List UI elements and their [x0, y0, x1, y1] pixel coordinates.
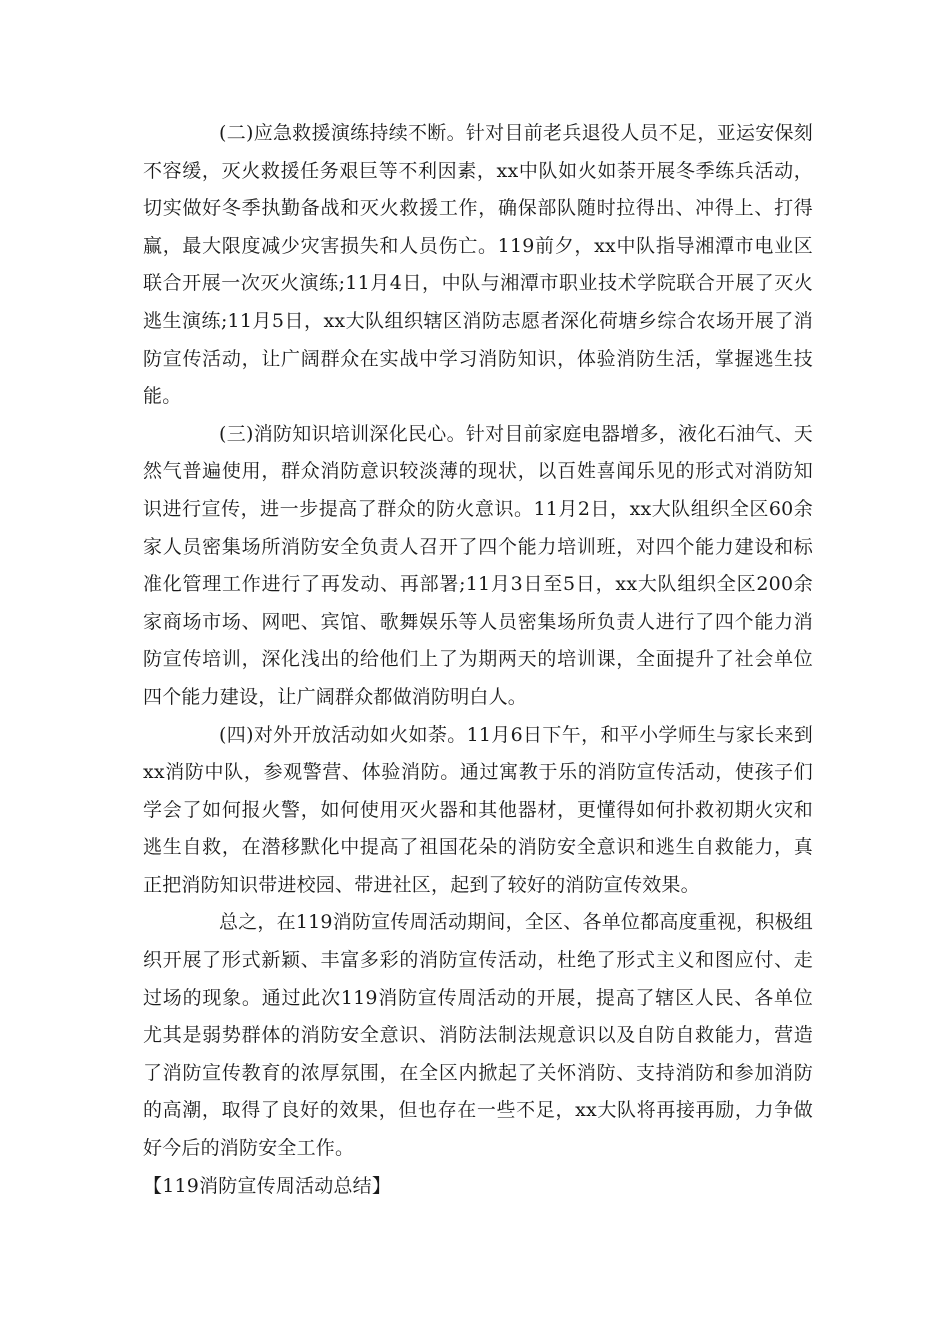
paragraph-open-activities: (四)对外开放活动如火如荼。11月6日下午，和平小学师生与家长来到xx消防中队，参观警营、体验消防。通过寓教于乐的消防宣传活动，使孩子们学会了如何报火警，如何使用灭火器和其他器材，更懂得如何扑救初期火灾和逃生自救，在潜移默化中提高了祖国花朵的消防安全意识和逃生自救能力，真正把消防知识带进校园、带进社区，起到了较好的消防宣传效果。 — [143, 723, 813, 896]
paragraph-emergency-drills: (二)应急救援演练持续不断。针对目前老兵退役人员不足，亚运安保刻不容缓，灭火救援任务艰巨等不利因素，xx中队如火如荼开展冬季练兵活动，切实做好冬季执勤备战和灭火救援工作，确保部队随时拉得出、冲得上、打得赢，最大限度减少灾害损失和人员伤亡。119前夕，xx中队指导湘潭市电业区联合开展一次灭火演练;11月4日，中队与湘潭市职业技术学院联合开展了灭火逃生演练;11月5日，xx大队组织辖区消防志愿者深化荷塘乡综合农场开展了消防宣传活动，让广阔群众在实战中学习消防知识，体验消防生活，掌握逃生技能。 — [143, 122, 813, 408]
paragraph-knowledge-training: (三)消防知识培训深化民心。针对目前家庭电器增多，液化石油气、天然气普遍使用，群众消防意识较淡薄的现状，以百姓喜闻乐见的形式对消防知识进行宣传，进一步提高了群众的防火意识。11月2日，xx大队组织全区60余家人员密集场所消防安全负责人召开了四个能力培训班，对四个能力建设和标准化管理工作进行了再发动、再部署;11月3日至5日，xx大队组织全区200余家商场市场、网吧、宾馆、歌舞娱乐等人员密集场所负责人进行了四个能力消防宣传培训，深化浅出的给他们上了为期两天的培训课，全面提升了社会单位四个能力建设，让广阔群众都做消防明白人。 — [143, 422, 813, 708]
paragraph-summary: 总之，在119消防宣传周活动期间，全区、各单位都高度重视，积极组织开展了形式新颖、丰富多彩的消防宣传活动，杜绝了形式主义和图应付、走过场的现象。通过此次119消防宣传周活动的开展，提高了辖区人民、各单位尤其是弱势群体的消防安全意识、消防法制法规意识以及自防自救能力，营造了消防宣传教育的浓厚氛围，在全区内掀起了关怀消防、支持消防和参加消防的高潮，取得了良好的效果，但也存在一些不足，xx大队将再接再励，力争做好今后的消防安全工作。 — [143, 911, 813, 1160]
document-footer-title: 【119消防宣传周活动总结】 — [143, 1174, 392, 1197]
document-page — [143, 115, 813, 1205]
